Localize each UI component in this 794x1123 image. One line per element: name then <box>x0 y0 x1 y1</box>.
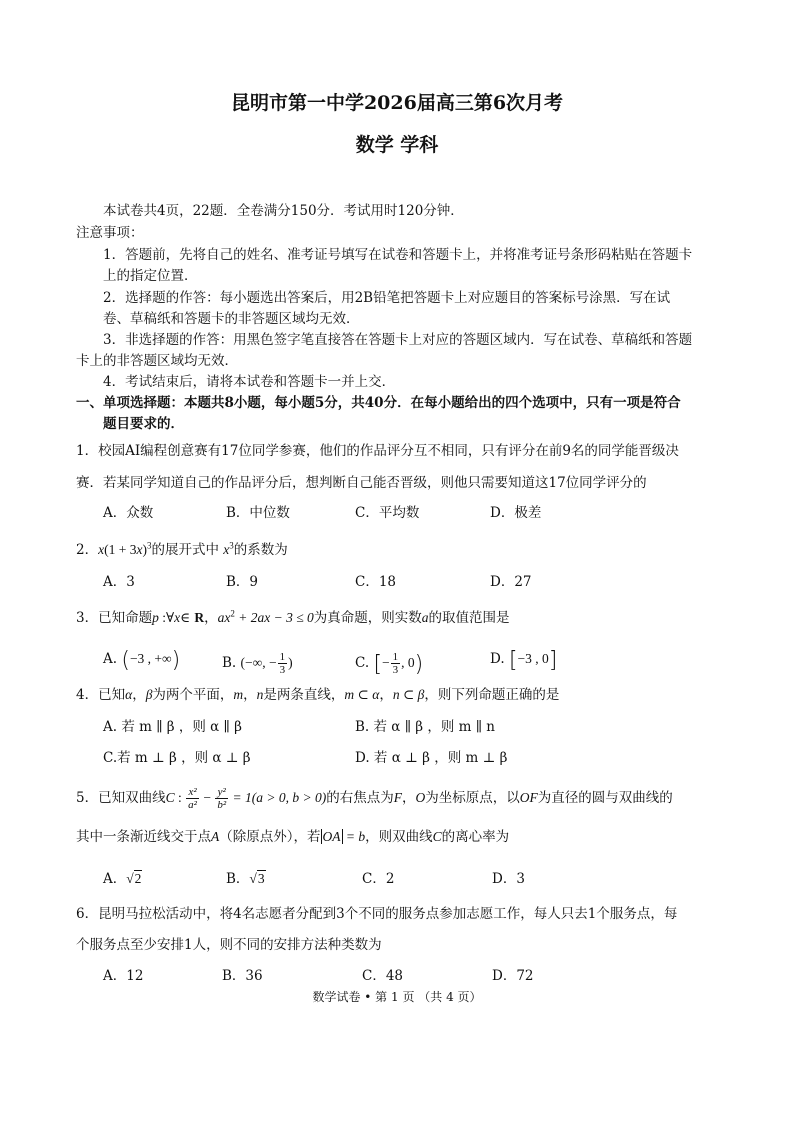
q2-term-exponent: 3 <box>229 540 234 551</box>
q2-term-x: x <box>223 542 230 557</box>
q3-option-b <box>222 651 293 676</box>
q5-focus-f: F <box>393 790 402 805</box>
q3-option-c-fraction <box>391 651 401 676</box>
q2-expr-x: x <box>98 542 105 557</box>
q3-real-set: R <box>194 610 205 625</box>
q5-option-b <box>226 871 266 887</box>
q3-option-b-label: B. <box>222 655 237 671</box>
q4-option-b: B. 若 α ∥ β ，则 m ∥ n <box>355 719 495 735</box>
q5-point-a: A <box>211 829 220 844</box>
q2-expr-exponent: 3 <box>146 540 152 551</box>
q2-option-a: A．3 <box>103 574 135 590</box>
q5-line2-a: 其中一条渐近线交于点 <box>76 829 211 845</box>
q4-option-c: C.若 m ⊥ β ，则 α ⊥ β <box>103 750 251 766</box>
instructions-intro: 本试卷共4页，22题．全卷满分150分．考试用时120分钟． <box>103 203 464 219</box>
instruction-2-line2: 卷、草稿纸和答题卡的非答题区域均无效． <box>103 311 360 327</box>
exam-subject: 数学 学科 <box>355 134 439 156</box>
q5-eq-b: = b <box>342 829 366 844</box>
q5-curve-c: C <box>165 790 175 805</box>
q5-fraction-y <box>215 786 228 811</box>
q6-stem-line2: 个服务点至少安排1人，则不同的安排方法种类数为 <box>76 937 382 953</box>
q5-segment-of: OF <box>519 790 538 805</box>
q3-option-b-fraction <box>278 651 288 676</box>
q3-option-b-open: (−∞, − <box>240 655 277 670</box>
q2-stem-tail: 的系数为 <box>233 542 288 558</box>
q5-mid1: 的右焦点为 <box>326 790 394 806</box>
q3-option-c-lbracket: [ <box>373 652 383 677</box>
q3-x: x <box>174 610 181 625</box>
q4-stem-tail: ，则下列命题正确的是 <box>424 687 560 703</box>
q3-option-c-den: 3 <box>392 664 399 676</box>
q4-option-a: A. 若 m ∥ β ，则 α ∥ β <box>103 719 242 735</box>
q3-option-b-num: 1 <box>279 651 286 663</box>
q5-line2-d: 的离心率为 <box>441 829 510 845</box>
q2-number: 2． <box>76 542 99 558</box>
q5-mid2: 为坐标原点，以 <box>425 790 520 806</box>
q4-cond1: m ⊂ α <box>344 687 380 702</box>
q4-number: 4．已知 <box>76 687 126 703</box>
q3-option-a-rparen: ) <box>171 648 181 673</box>
instruction-1-line2: 上的指定位置． <box>103 268 198 284</box>
q2-option-c: C．18 <box>355 574 397 590</box>
q5-frac-y-den: b² <box>217 799 227 811</box>
instruction-2-line1: 2．选择题的作答：每小题选出答案后，用2B铅笔把答题卡上对应题目的答案标号涂黑．写在试 <box>103 290 671 306</box>
q2-stem <box>76 542 288 558</box>
q3-a: a <box>421 610 429 625</box>
section1-heading-line1: 一、单项选择题：本题共8小题，每小题5分，共40分．在每小题给出的四个选项中，只有一项是符合 <box>76 395 681 411</box>
q4-beta: β <box>145 687 153 702</box>
q3-option-b-den: 3 <box>279 664 286 676</box>
q3-option-c <box>355 651 423 676</box>
q3-p: p <box>152 610 159 625</box>
q1-option-b: B．中位数 <box>226 505 290 521</box>
q5-fraction-x <box>186 786 199 811</box>
q1-option-a: A．众数 <box>103 505 154 521</box>
q4-option-d: D. 若 α ⊥ β ，则 m ⊥ β <box>355 750 508 766</box>
q3-option-b-close: ) <box>288 655 293 670</box>
q3-option-c-num: 1 <box>392 651 399 663</box>
instruction-3-line1: 3．非选择题的作答：用黑色签字笔直接答在答题卡上对应的答题区域内．写在试卷、草稿纸和答题 <box>103 332 693 348</box>
q3-option-c-rparen: ) <box>414 652 424 677</box>
q5-stem-line2 <box>76 829 509 845</box>
q4-n: n <box>256 687 264 702</box>
q3-forall: :∀ <box>158 610 175 625</box>
q5-option-a <box>103 871 142 887</box>
q5-option-a-radicand: 2 <box>134 871 142 886</box>
q4-mid2: 是两条直线， <box>263 687 345 703</box>
q5-option-a-label: A． <box>103 871 127 887</box>
q3-option-a-label: A. <box>103 651 118 667</box>
page-footer: 数学试卷 • 第 1 页 （共 4 页） <box>312 990 482 1004</box>
instruction-1-line1: 1．答题前，先将自己的姓名、准考证号填写在试卷和答题卡上，并将准考证号条形码粘贴在答题卡 <box>103 247 693 263</box>
q3-comma: ， <box>204 610 218 626</box>
q1-option-c: C．平均数 <box>355 505 420 521</box>
q3-poly-exp: 2 <box>230 608 235 619</box>
q3-stem-tail: 的取值范围是 <box>428 610 510 626</box>
section1-heading-line2: 题目要求的． <box>103 416 184 432</box>
q5-colon: : <box>174 790 186 805</box>
q1-stem-line1: 1．校园AI编程创意赛有17位同学参赛，他们的作品评分互不相同，只有评分在前9名的同学能晋级决 <box>76 443 679 459</box>
q3-number: 3．已知命题 <box>76 610 153 626</box>
q5-option-c: C．2 <box>362 871 395 887</box>
q2-expr-x2: x <box>136 542 143 557</box>
q4-cond2: n ⊂ β <box>392 687 425 702</box>
q2-expr-paren: (1 + 3 <box>104 542 137 557</box>
q3-in: ∈ <box>180 610 191 625</box>
q6-option-b: B．36 <box>222 968 263 984</box>
q5-curve-c2: C <box>432 829 442 844</box>
q5-origin-o: O <box>415 790 426 805</box>
q5-minus: − <box>199 790 215 805</box>
q6-option-d: D．72 <box>492 968 534 984</box>
q4-stem <box>76 687 559 703</box>
q6-option-c: C．48 <box>362 968 404 984</box>
exam-title: 昆明市第一中学2026届高三第6次月考 <box>230 92 564 114</box>
q5-option-b-label: B． <box>226 871 250 887</box>
q5-option-d: D．3 <box>492 871 525 887</box>
q3-poly-a: ax <box>217 610 231 625</box>
q3-option-d-rbracket: ] <box>548 648 558 673</box>
q5-option-b-radicand: 3 <box>257 871 265 886</box>
q5-line2-b: （除原点外），若 <box>219 829 321 845</box>
q4-sep2: ， <box>243 687 257 703</box>
q6-option-a: A．12 <box>103 968 144 984</box>
q3-option-d-label: D. <box>490 651 505 667</box>
instruction-3-line2: 卡上的非答题区域均无效． <box>76 353 238 369</box>
q4-m: m <box>233 687 244 702</box>
q2-stem-mid: 的展开式中 <box>151 542 219 558</box>
q4-sep1: ， <box>132 687 146 703</box>
q4-alpha: α <box>125 687 133 702</box>
q3-option-d-value: −3 , 0 <box>517 651 549 666</box>
q3-option-a <box>103 648 181 673</box>
q4-mid1: 为两个平面， <box>152 687 234 703</box>
q4-sep3: ， <box>379 687 393 703</box>
q1-stem-line2: 赛．若某同学知道自己的作品评分后，想判断自己能否晋级，则他只需要知道这17位同学评分的 <box>76 475 647 491</box>
q3-option-c-tail: , 0 <box>401 655 415 670</box>
q3-option-c-label: C. <box>355 655 370 671</box>
q5-frac-x-num: x² <box>186 786 199 799</box>
q5-number: 5．已知双曲线 <box>76 790 166 806</box>
q2-expr-close: ) <box>142 542 147 557</box>
q5-sep: ， <box>401 790 416 806</box>
instructions-notice: 注意事项： <box>76 225 144 241</box>
q6-stem-line1: 6．昆明马拉松活动中，将4名志愿者分配到3个不同的服务点参加志愿工作，每人只去1个服务点，每 <box>76 906 678 922</box>
instruction-4: 4．考试结束后，请将本试卷和答题卡一并上交． <box>103 374 396 390</box>
q3-option-c-minus: − <box>382 655 390 670</box>
q5-abs-oa: OA <box>322 829 341 844</box>
q5-tail: 为直径的圆与双曲线的 <box>537 790 673 806</box>
q3-stem <box>76 610 510 626</box>
q5-line2-c: ，则双曲线 <box>365 829 433 845</box>
sqrt-icon: √ <box>126 871 134 886</box>
q3-option-d-lbracket: [ <box>508 648 518 673</box>
q2-option-d: D．27 <box>490 574 532 590</box>
q5-frac-x-den: a² <box>188 799 197 811</box>
q2-option-b: B．9 <box>226 574 259 590</box>
q5-equation-rest: = 1(a > 0, b > 0) <box>229 790 327 805</box>
q3-option-d <box>490 648 558 673</box>
q5-stem-line1 <box>76 786 673 811</box>
q3-stem-mid: 为真命题，则实数 <box>313 610 422 626</box>
q3-option-a-lparen: ( <box>121 648 130 673</box>
q1-option-d: D．极差 <box>490 505 542 521</box>
q3-poly-rest: + 2ax − 3 ≤ 0 <box>234 610 314 625</box>
q3-option-a-value: −3 , +∞ <box>129 651 172 666</box>
sqrt-icon: √ <box>249 871 257 886</box>
q5-frac-y-num: y² <box>215 786 228 799</box>
